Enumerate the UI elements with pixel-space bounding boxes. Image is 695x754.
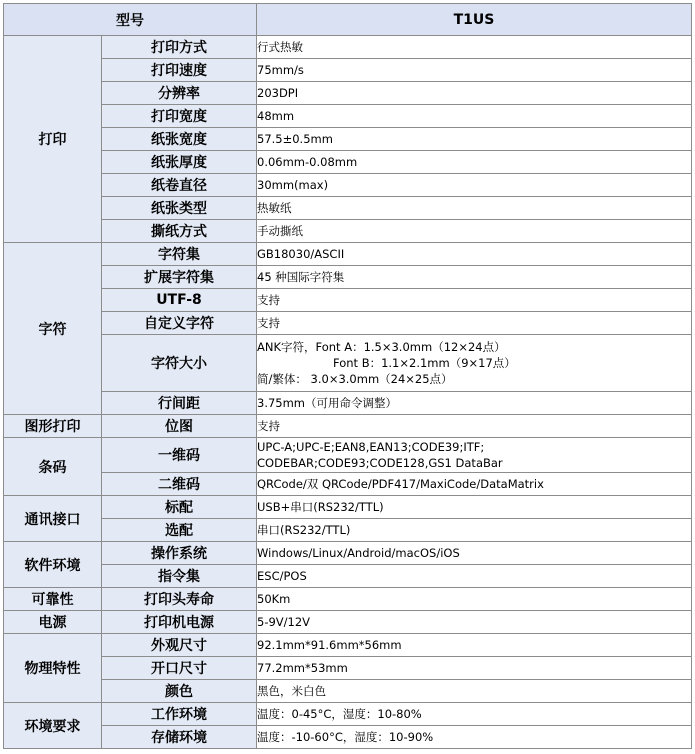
value-line: 简/繁体： 3.0×3.0mm（24×25点） [257, 372, 453, 386]
value-line: 48mm [257, 109, 295, 123]
spec-table [3, 3, 692, 749]
row-value [257, 519, 692, 542]
row-value [257, 82, 692, 105]
value-line: USB+串口(RS232/TTL) [257, 500, 384, 514]
table-row [4, 680, 692, 703]
value-line: 77.2mm*53mm [257, 661, 348, 675]
row-value [257, 197, 692, 220]
value-line: 温度：-10-60°C，湿度：10-90% [257, 730, 434, 744]
row-label: 位图 [102, 415, 257, 438]
row-label: 开口尺寸 [102, 657, 257, 680]
table-row [4, 59, 692, 82]
row-label: 选配 [102, 519, 257, 542]
row-value [257, 680, 692, 703]
row-value [257, 703, 692, 726]
row-label: 打印速度 [102, 59, 257, 82]
row-value [257, 289, 692, 312]
row-value [257, 657, 692, 680]
row-value [257, 542, 692, 565]
value-line: 热敏纸 [257, 201, 292, 215]
value-line: 50Km [257, 592, 291, 606]
value-line: ESC/POS [257, 569, 307, 583]
table-row [4, 289, 692, 312]
value-line: 3.75mm（可用命令调整） [257, 396, 398, 410]
value-line: 92.1mm*91.6mm*56mm [257, 638, 402, 652]
table-row [4, 151, 692, 174]
row-value [257, 151, 692, 174]
group-label-physical: 物理特性 [4, 634, 102, 703]
row-value [257, 496, 692, 519]
table-row [4, 105, 692, 128]
value-line: CODEBAR;CODE93;CODE128,GS1 DataBar [257, 456, 503, 470]
table-row [4, 565, 692, 588]
row-label: 工作环境 [102, 703, 257, 726]
row-label: 颜色 [102, 680, 257, 703]
table-row [4, 312, 692, 335]
value-line: 串口(RS232/TTL) [257, 523, 351, 537]
row-label: 打印方式 [102, 36, 257, 59]
table-row [4, 197, 692, 220]
row-label: 标配 [102, 496, 257, 519]
row-label: UTF-8 [102, 289, 257, 312]
row-label: 字符集 [102, 243, 257, 266]
value-line: 支持 [257, 419, 280, 433]
row-label: 外观尺寸 [102, 634, 257, 657]
table-row [4, 36, 692, 59]
row-label: 行间距 [102, 392, 257, 415]
group-label-print: 打印 [4, 36, 102, 243]
row-label: 二维码 [102, 473, 257, 496]
table-row [4, 82, 692, 105]
row-value [257, 128, 692, 151]
value-line: 75mm/s [257, 63, 304, 77]
table-row [4, 473, 692, 496]
row-value [257, 392, 692, 415]
value-line: 5-9V/12V [257, 615, 311, 629]
row-value [257, 611, 692, 634]
row-label: 打印机电源 [102, 611, 257, 634]
group-label-interface: 通讯接口 [4, 496, 102, 542]
row-value [257, 243, 692, 266]
row-label: 一维码 [102, 438, 257, 473]
row-value [257, 220, 692, 243]
table-row [4, 588, 692, 611]
row-value [257, 588, 692, 611]
table-row [4, 634, 692, 657]
row-value [257, 59, 692, 82]
table-row [4, 519, 692, 542]
group-label-characters: 字符 [4, 243, 102, 415]
value-line: Font B：1.1×2.1mm（9×17点） [333, 356, 516, 370]
row-value [257, 174, 692, 197]
value-line: 57.5±0.5mm [257, 132, 333, 146]
value-line: 45 种国际字符集 [257, 270, 345, 284]
row-value [257, 105, 692, 128]
value-line: Windows/Linux/Android/macOS/iOS [257, 546, 460, 560]
value-line: 支持 [257, 316, 280, 330]
row-label: 指令集 [102, 565, 257, 588]
table-row [4, 266, 692, 289]
table-row [4, 657, 692, 680]
group-label-software: 软件环境 [4, 542, 102, 588]
model-value: T1US [257, 4, 692, 36]
row-label: 打印宽度 [102, 105, 257, 128]
value-line: 203DPI [257, 86, 299, 100]
row-label: 纸张厚度 [102, 151, 257, 174]
row-value [257, 726, 692, 749]
row-value [257, 36, 692, 59]
header-row [4, 4, 692, 36]
value-line: UPC-A;UPC-E;EAN8,EAN13;CODE39;ITF; [257, 440, 485, 454]
table-row [4, 438, 692, 473]
row-value [257, 634, 692, 657]
group-label-environment: 环境要求 [4, 703, 102, 749]
row-label: 撕纸方式 [102, 220, 257, 243]
table-row [4, 243, 692, 266]
value-line: 行式热敏 [257, 40, 303, 54]
group-label-power: 电源 [4, 611, 102, 634]
table-row [4, 726, 692, 749]
row-label: 存储环境 [102, 726, 257, 749]
table-row [4, 392, 692, 415]
row-label: 自定义字符 [102, 312, 257, 335]
row-value [257, 335, 692, 392]
table-row [4, 335, 692, 392]
row-label: 打印头寿命 [102, 588, 257, 611]
row-value [257, 415, 692, 438]
value-line: QRCode/双 QRCode/PDF417/MaxiCode/DataMatrix [257, 477, 544, 491]
table-row [4, 128, 692, 151]
value-line: 30mm(max) [257, 178, 329, 192]
value-line: 0.06mm-0.08mm [257, 155, 358, 169]
table-row [4, 542, 692, 565]
table-row [4, 496, 692, 519]
row-label: 纸卷直径 [102, 174, 257, 197]
value-line: 支持 [257, 293, 280, 307]
row-value [257, 565, 692, 588]
table-row [4, 415, 692, 438]
row-value [257, 312, 692, 335]
table-row [4, 703, 692, 726]
group-label-barcode: 条码 [4, 438, 102, 496]
row-value [257, 266, 692, 289]
row-label: 扩展字符集 [102, 266, 257, 289]
row-label: 操作系统 [102, 542, 257, 565]
row-label: 纸张宽度 [102, 128, 257, 151]
value-line: GB18030/ASCII [257, 247, 345, 261]
value-line: ANK字符，Font A：1.5×3.0mm（12×24点） [257, 340, 506, 354]
row-value [257, 438, 692, 473]
model-label: 型号 [4, 4, 257, 36]
value-line: 温度：0-45°C，湿度：10-80% [257, 707, 422, 721]
row-label: 分辨率 [102, 82, 257, 105]
row-label: 字符大小 [102, 335, 257, 392]
table-row [4, 174, 692, 197]
value-line: 黑色，米白色 [257, 684, 326, 698]
value-line: 手动撕纸 [257, 224, 303, 238]
table-row [4, 611, 692, 634]
group-label-reliability: 可靠性 [4, 588, 102, 611]
table-row [4, 220, 692, 243]
row-value [257, 473, 692, 496]
row-label: 纸张类型 [102, 197, 257, 220]
group-label-graphics: 图形打印 [4, 415, 102, 438]
